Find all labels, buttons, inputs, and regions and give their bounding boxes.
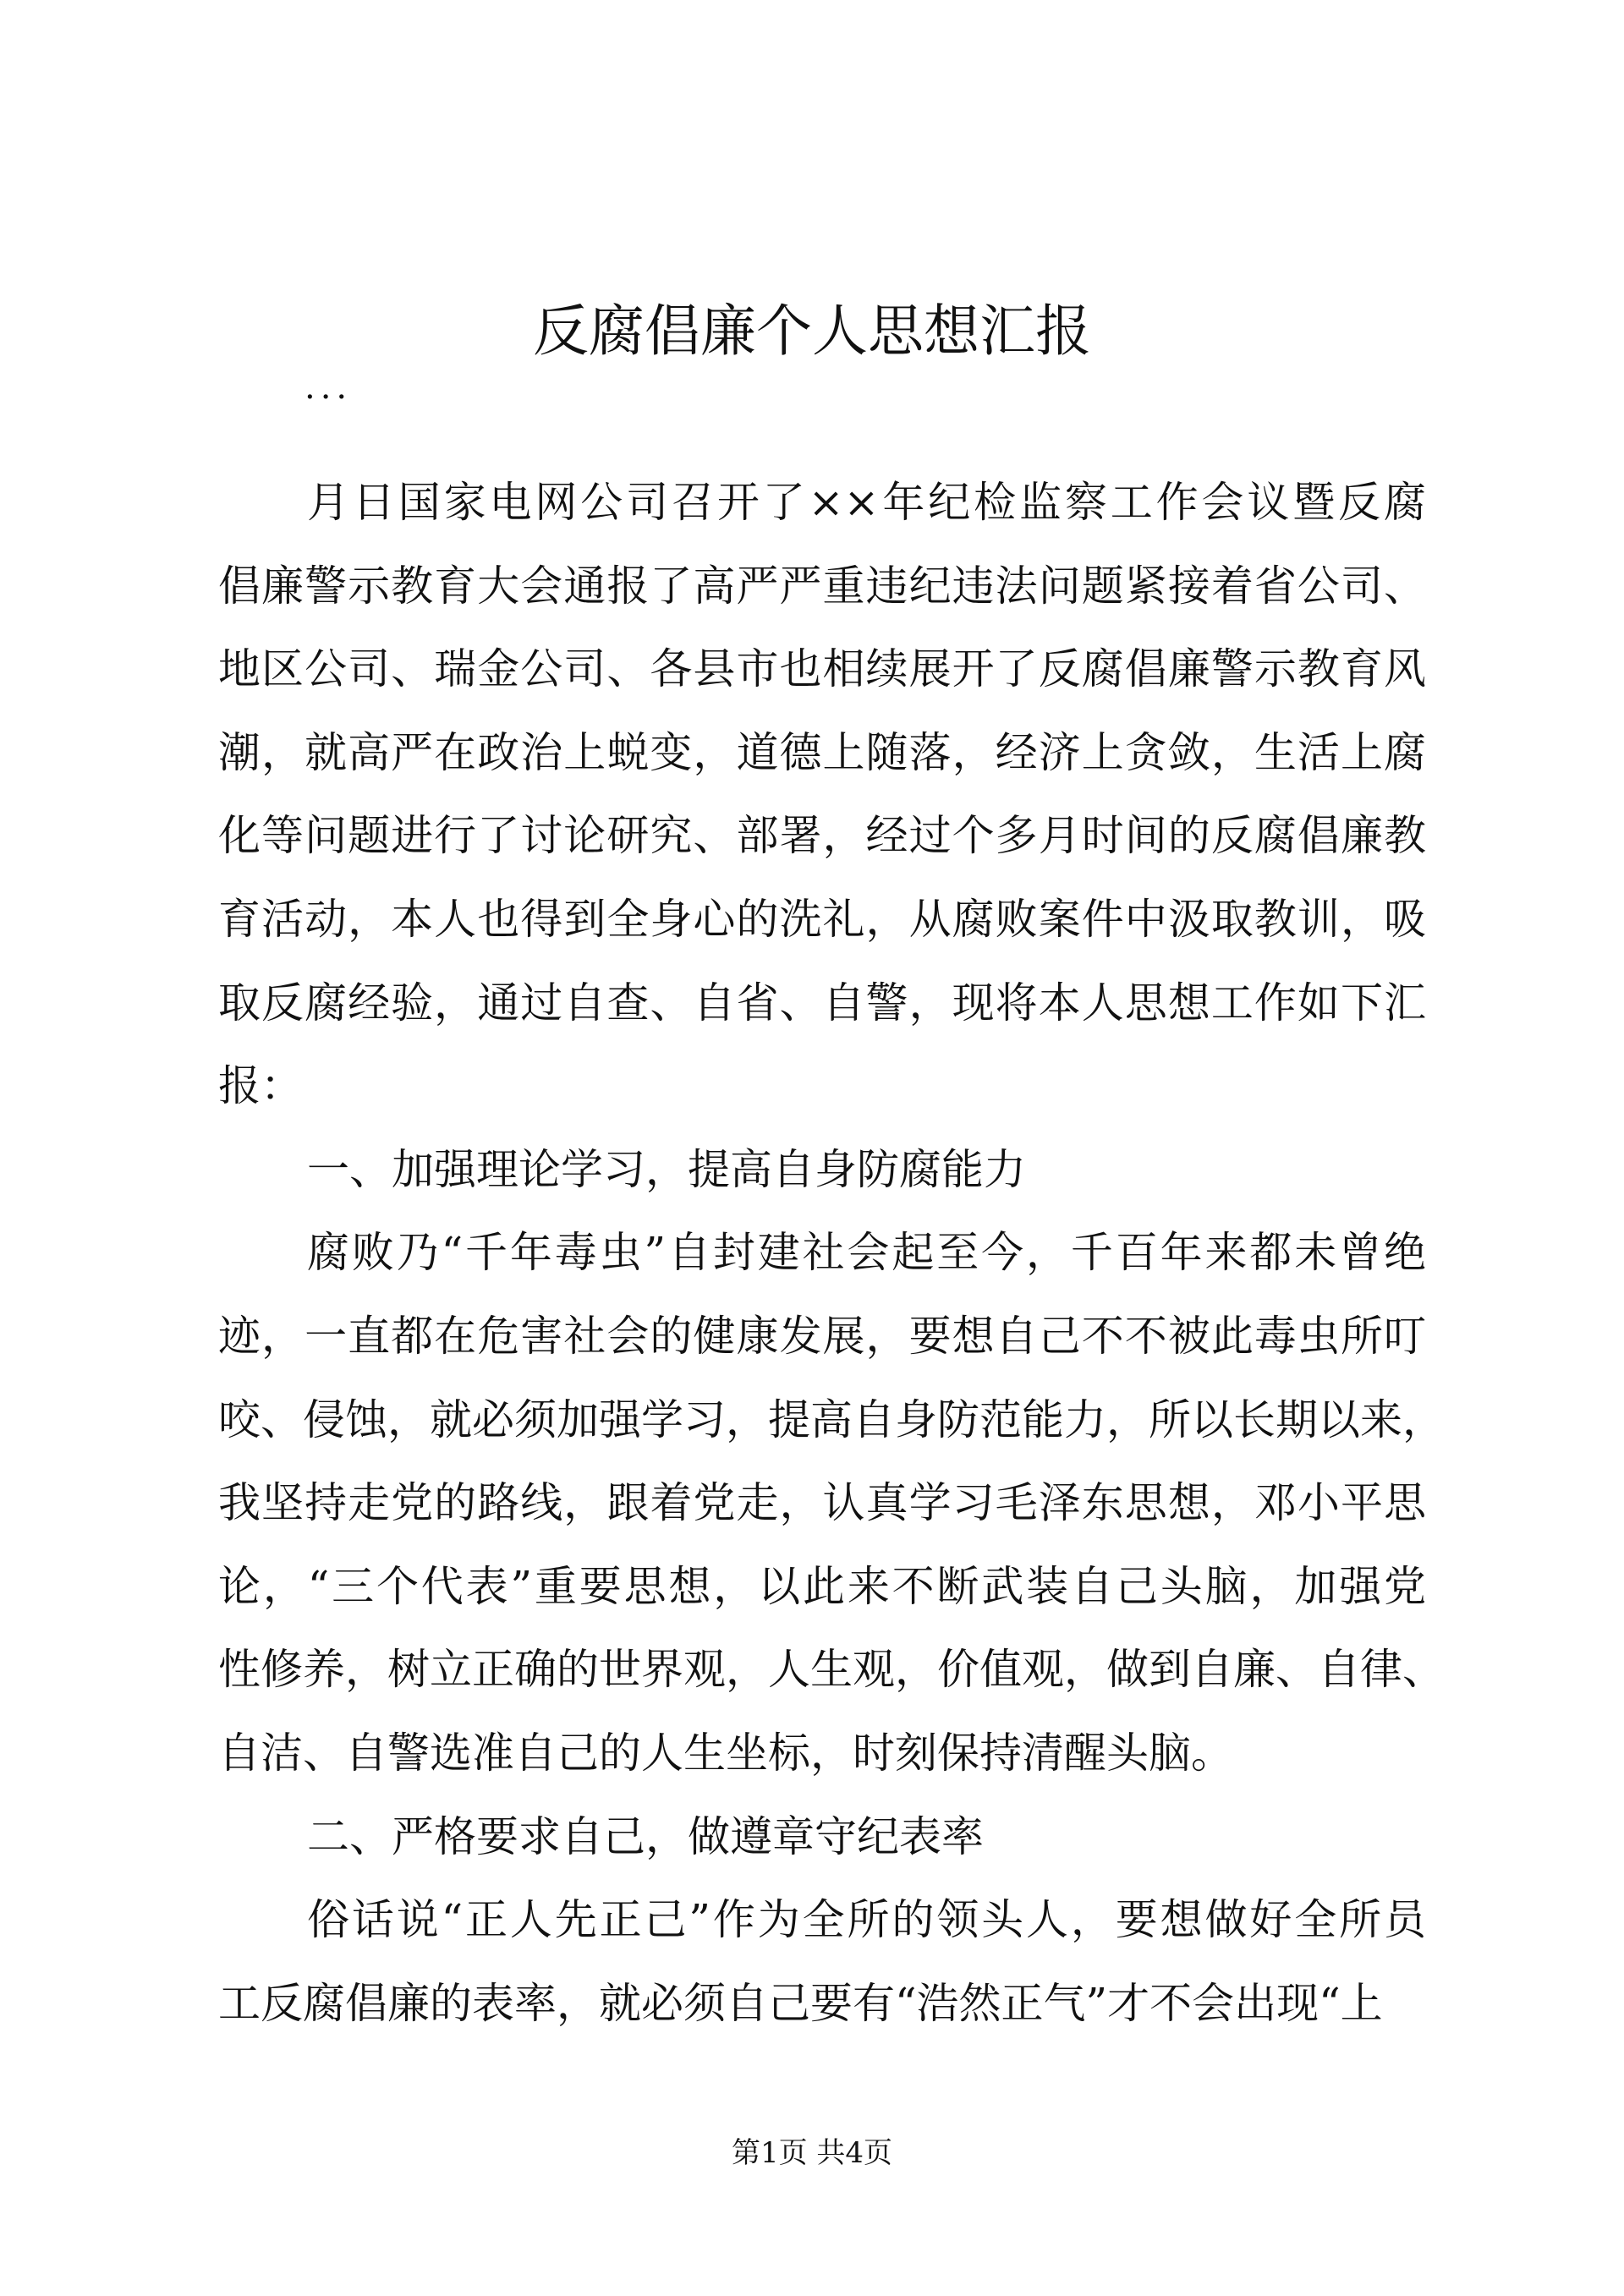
text-line: 化等问题进行了讨论研究、部署，经过个多月时间的反腐倡廉教 — [218, 811, 1426, 861]
text-line: 俗话说“正人先正己”作为全所的领头人，要想做好全所员 — [307, 1895, 1426, 1945]
section-heading — [218, 1128, 1426, 1212]
text-line: 二、严格要求自己，做遵章守纪表率 — [307, 1811, 984, 1861]
text-line: 地区公司、瑞金公司、各县市也相续展开了反腐倡廉警示教育风 — [218, 644, 1426, 694]
document-body — [218, 461, 1445, 2045]
text-line: 性修养，树立正确的世界观，人生观，价值观，做到自廉、自律、 — [218, 1645, 1445, 1695]
text-line: 潮，就高严在政治上蜕变，道德上随落，经济上贪敛，生活上腐 — [218, 727, 1426, 777]
text-line: 迹，一直都在危害社会的健康发展，要想自己不不被此毒虫所叮 — [218, 1311, 1426, 1361]
ellipsis: ... — [304, 368, 353, 407]
page-footer: 第1页 共4页 — [731, 2136, 893, 2170]
text-line: 取反腐经验，通过自查、自省、自警，现将本人思想工作如下汇 — [218, 978, 1426, 1027]
text-line: 自洁、自警选准自己的人生坐标，时刻保持清醒头脑。 — [218, 1728, 1233, 1778]
document-title: 反腐倡廉个人思想汇报 — [533, 299, 1091, 364]
text-line: 工反腐倡廉的表率，就必须自己要有“浩然正气”才不会出现“上 — [218, 1978, 1383, 2028]
text-line: 一、加强理论学习，提高自身防腐能力 — [307, 1144, 1026, 1194]
text-line: 育活动，本人也得到全身心的洗礼，从腐败案件中汲取教训，吸 — [218, 894, 1426, 944]
text-line: 我坚持走党的路线，跟着党走，认真学习毛泽东思想，邓小平思 — [218, 1478, 1426, 1528]
text-line: 报： — [218, 1061, 303, 1111]
paragraph — [218, 1211, 1445, 1795]
text-line: 倡廉警示教育大会通报了高严严重违纪违法问题紧接着省公司、 — [218, 561, 1426, 611]
paragraph — [218, 461, 1426, 1128]
text-line: 月日国家电网公司召开了××年纪检监察工作会议暨反腐 — [307, 478, 1426, 527]
text-line: 腐败乃“千年毒虫”自封建社会起至今，千百年来都未曾绝 — [307, 1228, 1426, 1278]
paragraph — [218, 1878, 1426, 2045]
text-line: 咬、侵蚀，就必须加强学习，提高自身防范能力，所以长期以来， — [218, 1395, 1445, 1444]
section-heading — [218, 1795, 1426, 1879]
text-line: 论，“三个代表”重要思想，以此来不断武装自己头脑，加强党 — [218, 1561, 1426, 1611]
